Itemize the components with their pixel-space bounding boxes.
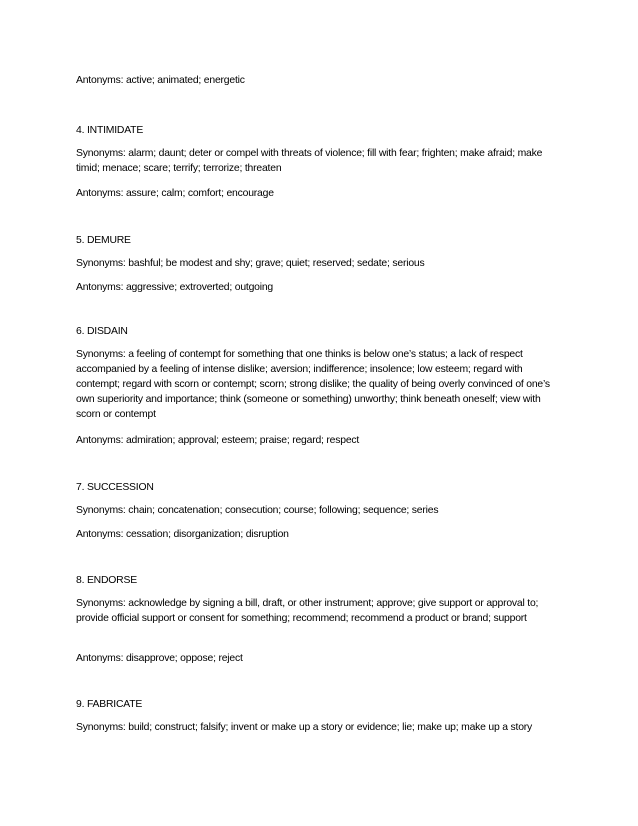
- entry-heading: 6. DISDAIN: [76, 326, 128, 337]
- entry-antonyms: Antonyms: aggressive; extroverted; outgoing: [76, 282, 274, 293]
- entry-synonyms: Synonyms: a feeling of contempt for something that one thinks is below one’s status; a lack of respect accompanied by a feeling of intense dislike; aversion; indifference; insolence; low esteem; regard with contempt; regard with scorn or contempt; scorn; strong dislike; the quality of being overly convinced of one’s own superiority and importance; think (someone or something) unworthy; think beneath oneself; view with scorn or contempt: [76, 349, 550, 420]
- entry-synonyms: Synonyms: alarm; daunt; deter or compel with threats of violence; fill with fear; frighten; make afraid; make timid; menace; scare; terrify; terrorize; threaten: [76, 148, 543, 174]
- entry-heading: 7. SUCCESSION: [76, 482, 154, 493]
- entry-synonyms: Synonyms: build; construct; falsify; invent or make up a story or evidence; lie; make up; make up a story: [76, 722, 533, 733]
- entry-antonyms: Antonyms: admiration; approval; esteem; praise; regard; respect: [76, 435, 360, 446]
- entry-synonyms: Synonyms: chain; concatenation; consecution; course; following; sequence; series: [76, 505, 439, 516]
- entry-heading: 4. INTIMIDATE: [76, 125, 144, 136]
- entry-synonyms: Synonyms: bashful; be modest and shy; grave; quiet; reserved; sedate; serious: [76, 258, 425, 269]
- entry-heading: 8. ENDORSE: [76, 575, 137, 586]
- entry-antonyms: Antonyms: assure; calm; comfort; encourage: [76, 188, 274, 199]
- entry-antonyms: Antonyms: cessation; disorganization; disruption: [76, 529, 289, 540]
- entry-heading: 5. DEMURE: [76, 235, 131, 246]
- entry-heading: 9. FABRICATE: [76, 699, 143, 710]
- entry-synonyms: Synonyms: acknowledge by signing a bill, draft, or other instrument; approve; give support or approval to; provide official support or consent for something; recommend; recommend a product or brand; support: [76, 598, 539, 624]
- entry-antonyms: Antonyms: disapprove; oppose; reject: [76, 653, 243, 664]
- intro-antonyms: Antonyms: active; animated; energetic: [76, 75, 245, 86]
